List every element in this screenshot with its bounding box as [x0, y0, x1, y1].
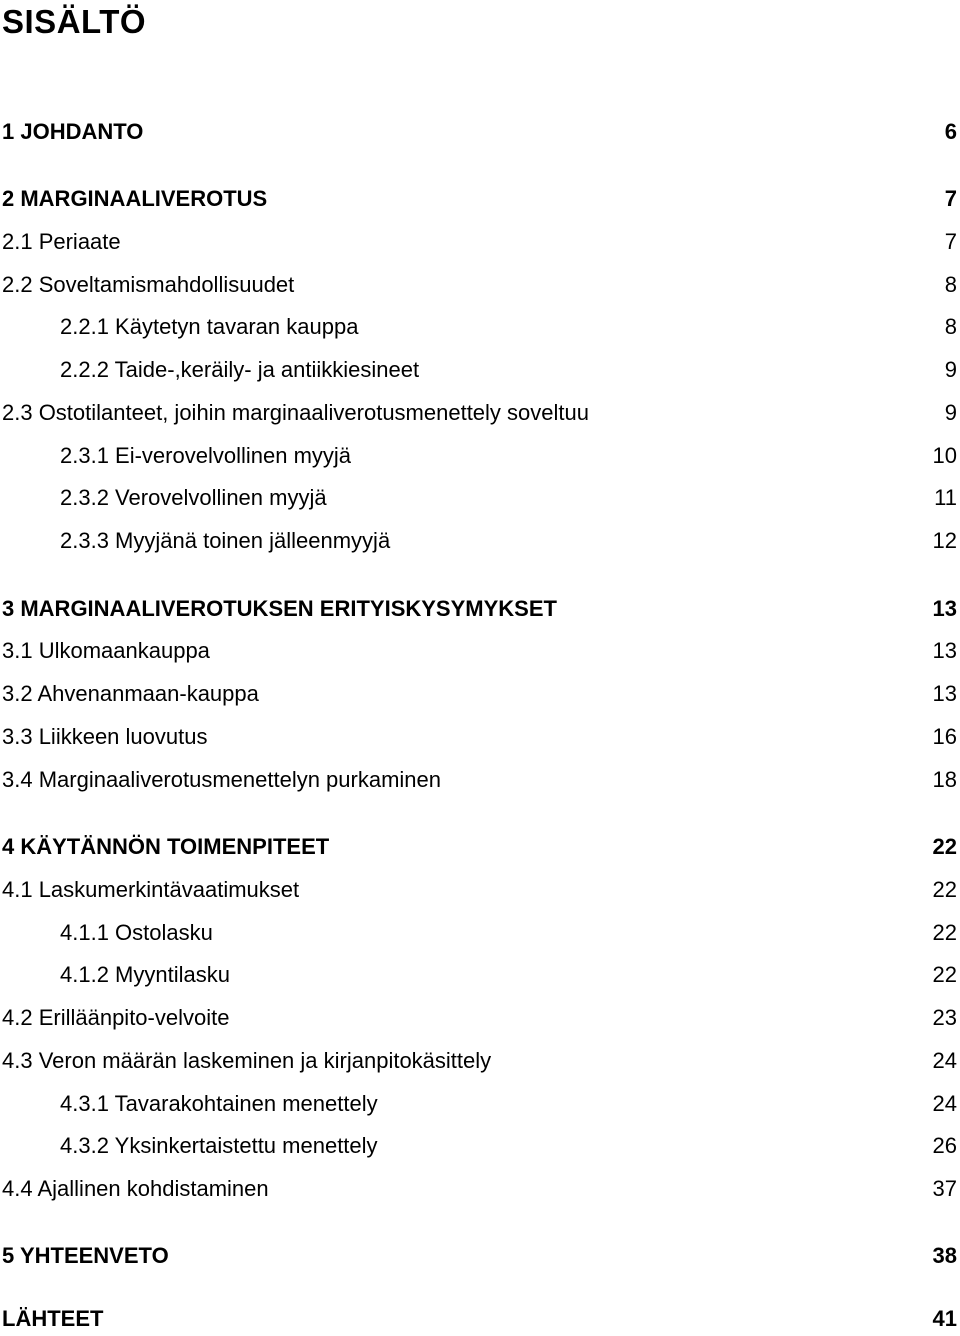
- toc-entry-page: 41: [932, 1306, 957, 1331]
- toc-entry-page: 24: [932, 1048, 957, 1073]
- toc-entry-subsection[interactable]: [0, 1129, 960, 1163]
- toc-entry-page: 11: [934, 485, 957, 510]
- toc-entry-chapter-3[interactable]: [0, 592, 960, 626]
- toc-entry-label: 2 MARGINAALIVEROTUS: [2, 186, 268, 211]
- toc-entry-label: 2.2 Soveltamismahdollisuudet: [2, 272, 295, 297]
- toc-entry-label: 2.3 Ostotilanteet, joihin marginaaliverotusmenettely soveltuu: [2, 400, 589, 425]
- toc-entry-label: 4.4 Ajallinen kohdistaminen: [2, 1176, 269, 1201]
- toc-entry-chapter-5[interactable]: [0, 1239, 960, 1273]
- toc-entry-page: 16: [932, 724, 957, 749]
- toc-entry-label: 3.4 Marginaaliverotusmenettelyn purkaminen: [2, 767, 442, 792]
- toc-entry-section[interactable]: [0, 1044, 960, 1078]
- toc-entry-page: 22: [932, 920, 957, 945]
- toc-entry-label: 4 KÄYTÄNNÖN TOIMENPITEET: [2, 834, 330, 859]
- toc-entry-section[interactable]: [0, 1001, 960, 1035]
- toc-entry-subsection[interactable]: [0, 310, 960, 344]
- toc-entry-page: 7: [944, 229, 957, 254]
- toc-entry-section[interactable]: [0, 763, 960, 797]
- toc-entry-section[interactable]: [0, 720, 960, 754]
- toc-entry-page: 26: [932, 1133, 957, 1158]
- toc-entry-page: 13: [932, 681, 957, 706]
- toc-entry-page: 22: [932, 834, 957, 859]
- toc-entry-page: 18: [932, 767, 957, 792]
- toc-entry-section[interactable]: [0, 634, 960, 668]
- toc-entry-label: 3 MARGINAALIVEROTUKSEN ERITYISKYSYMYKSET: [2, 596, 557, 621]
- toc-entry-label: 4.1.1 Ostolasku: [60, 920, 213, 945]
- toc-entry-section[interactable]: [0, 268, 960, 302]
- toc-entry-chapter-2[interactable]: [0, 182, 960, 216]
- toc-entry-page: 13: [932, 596, 957, 621]
- toc-entry-page: 13: [932, 638, 957, 663]
- toc-entry-label: 4.3.2 Yksinkertaistettu menettely: [60, 1133, 378, 1158]
- toc-entry-label: 2.3.1 Ei-verovelvollinen myyjä: [60, 443, 352, 468]
- toc-entry-label: 1 JOHDANTO: [2, 119, 144, 144]
- toc-entry-subsection[interactable]: [0, 1087, 960, 1121]
- toc-entry-subsection[interactable]: [0, 353, 960, 387]
- toc-entry-label: 4.1 Laskumerkintävaatimukset: [2, 877, 300, 902]
- toc-entry-label: 3.2 Ahvenanmaan-kauppa: [2, 681, 259, 706]
- toc-entry-page: 8: [944, 272, 957, 297]
- page-title: SISÄLTÖ: [2, 3, 147, 40]
- toc-entry-label: 4.1.2 Myyntilasku: [60, 962, 230, 987]
- toc-entry-label: 4.3.1 Tavarakohtainen menettely: [60, 1091, 378, 1116]
- toc-entry-chapter-4[interactable]: [0, 830, 960, 864]
- toc-entry-page: 23: [932, 1005, 957, 1030]
- toc-entry-page: 12: [932, 528, 957, 553]
- toc-entry-section[interactable]: [0, 396, 960, 430]
- toc-entry-label: 2.2.2 Taide-,keräily- ja antiikkiesineet: [60, 357, 420, 382]
- toc-entry-references[interactable]: [0, 1302, 960, 1336]
- toc-entry-section[interactable]: [0, 225, 960, 259]
- toc-entry-page: 37: [932, 1176, 957, 1201]
- toc-entry-page: 8: [944, 314, 957, 339]
- toc-entry-label: 5 YHTEENVETO: [2, 1243, 169, 1268]
- toc-entry-subsection[interactable]: [0, 481, 960, 515]
- toc-entry-label: 3.1 Ulkomaankauppa: [2, 638, 210, 663]
- toc-entry-page: 10: [932, 443, 957, 468]
- toc-entry-label: 2.2.1 Käytetyn tavaran kauppa: [60, 314, 359, 339]
- toc-entry-page: 9: [944, 400, 957, 425]
- toc-entry-page: 38: [932, 1243, 957, 1268]
- toc-entry-label: 2.3.2 Verovelvollinen myyjä: [60, 485, 327, 510]
- toc-entry-page: 22: [932, 877, 957, 902]
- toc-entry-chapter-1[interactable]: [0, 115, 960, 149]
- toc-entry-label: LÄHTEET: [2, 1306, 104, 1331]
- toc-entry-subsection[interactable]: [0, 958, 960, 992]
- toc-entry-page: 9: [944, 357, 957, 382]
- toc-entry-section[interactable]: [0, 1172, 960, 1206]
- toc-entry-page: 22: [932, 962, 957, 987]
- toc-entry-page: 6: [944, 119, 957, 144]
- toc-entry-subsection[interactable]: [0, 439, 960, 473]
- toc-entry-label: 2.3.3 Myyjänä toinen jälleenmyyjä: [60, 528, 391, 553]
- toc-entry-page: 7: [944, 186, 957, 211]
- toc-entry-label: 2.1 Periaate: [2, 229, 121, 254]
- toc-entry-subsection[interactable]: [0, 524, 960, 558]
- toc-entry-subsection[interactable]: [0, 916, 960, 950]
- toc-entry-section[interactable]: [0, 873, 960, 907]
- toc-entry-label: 3.3 Liikkeen luovutus: [2, 724, 208, 749]
- toc-entry-page: 24: [932, 1091, 957, 1116]
- toc-entry-label: 4.2 Erilläänpito-velvoite: [2, 1005, 230, 1030]
- toc-entry-section[interactable]: [0, 677, 960, 711]
- toc-entry-label: 4.3 Veron määrän laskeminen ja kirjanpitokäsittely: [2, 1048, 492, 1073]
